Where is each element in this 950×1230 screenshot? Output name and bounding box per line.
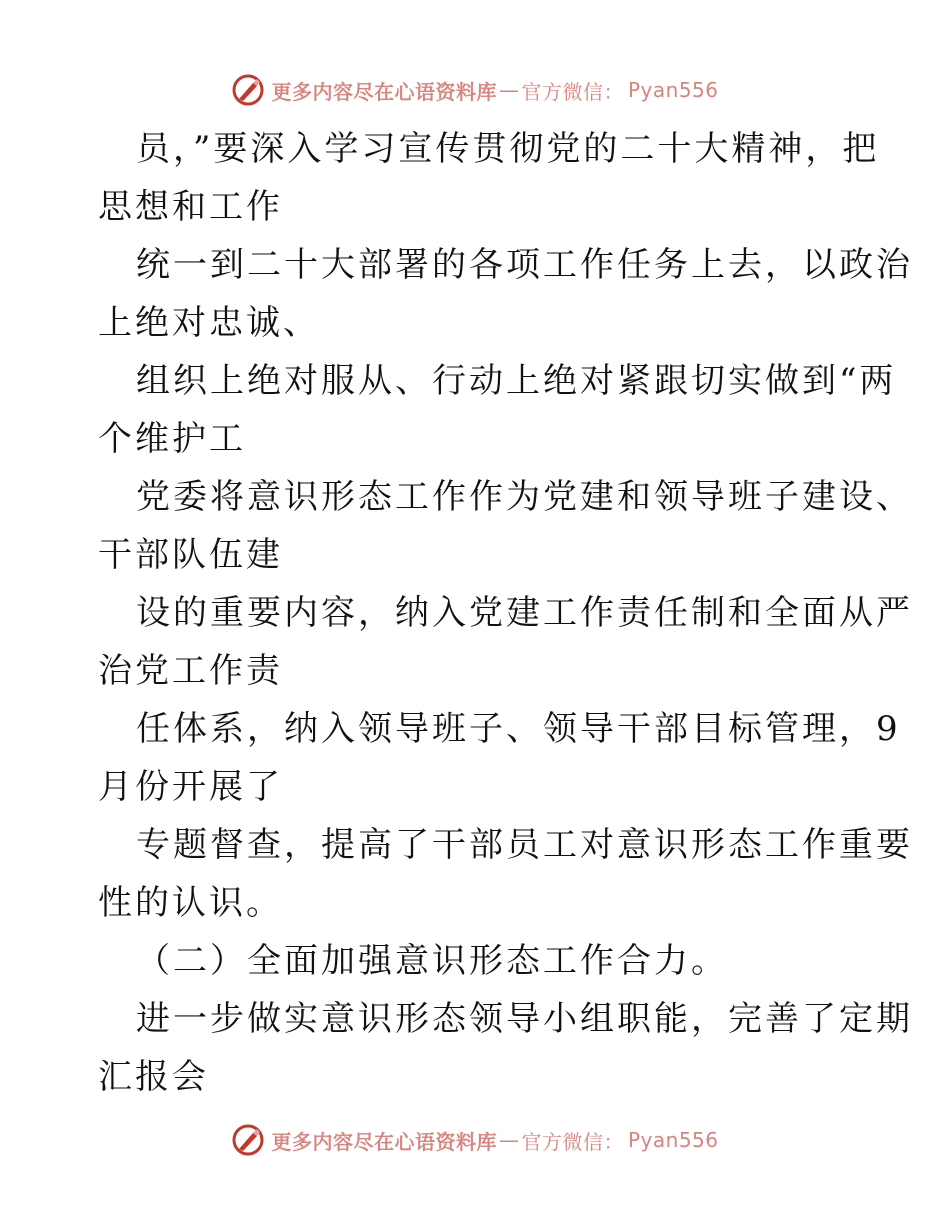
text-line: 月份开展了 xyxy=(98,767,283,807)
banner-wechat-label: 官方微信： xyxy=(521,79,624,104)
text-line: 个维护工 xyxy=(98,419,246,459)
banner-wechat-id: Pyan556 xyxy=(627,1128,719,1152)
text-line: 党委将意识形态工作作为党建和领导班子建设、 xyxy=(136,477,913,517)
footer-banner xyxy=(0,1120,950,1160)
header-banner xyxy=(0,70,950,110)
pen-logo-icon xyxy=(231,1123,265,1157)
text-line: 治党工作责 xyxy=(98,651,283,691)
pen-logo-icon xyxy=(231,73,265,107)
document-body xyxy=(98,120,913,1106)
banner-dash: — xyxy=(498,1128,520,1152)
banner-text xyxy=(271,76,718,105)
text-line: 进一步做实意识形态领导小组职能，完善了定期 xyxy=(136,999,913,1039)
text-line: 统一到二十大部署的各项工作任务上去，以政治 xyxy=(136,245,913,285)
banner-dash: — xyxy=(498,78,520,102)
text-line: 性的认识。 xyxy=(98,883,283,923)
section-heading: （二）全面加强意识形态工作合力。 xyxy=(136,941,728,981)
text-line: 汇报会 xyxy=(98,1057,209,1097)
banner-site-name: 更多内容尽在心语资料库 xyxy=(271,1129,497,1154)
text-line: 员，”要深入学习宣传贯彻党的二十大精神，把 xyxy=(136,129,880,169)
banner-text xyxy=(271,1126,718,1155)
text-line: 专题督查，提高了干部员工对意识形态工作重要 xyxy=(136,825,913,865)
text-line: 干部队伍建 xyxy=(98,535,283,575)
banner-wechat-id: Pyan556 xyxy=(627,78,719,102)
text-line: 上绝对忠诚、 xyxy=(98,303,320,343)
text-line: 设的重要内容，纳入党建工作责任制和全面从严 xyxy=(136,593,913,633)
text-line: 组织上绝对服从、行动上绝对紧跟切实做到“两 xyxy=(136,361,897,401)
banner-wechat-label: 官方微信： xyxy=(521,1129,624,1154)
text-line: 任体系，纳入领导班子、领导干部目标管理，9 xyxy=(136,709,901,749)
banner-site-name: 更多内容尽在心语资料库 xyxy=(271,79,497,104)
text-line: 思想和工作 xyxy=(98,187,283,227)
